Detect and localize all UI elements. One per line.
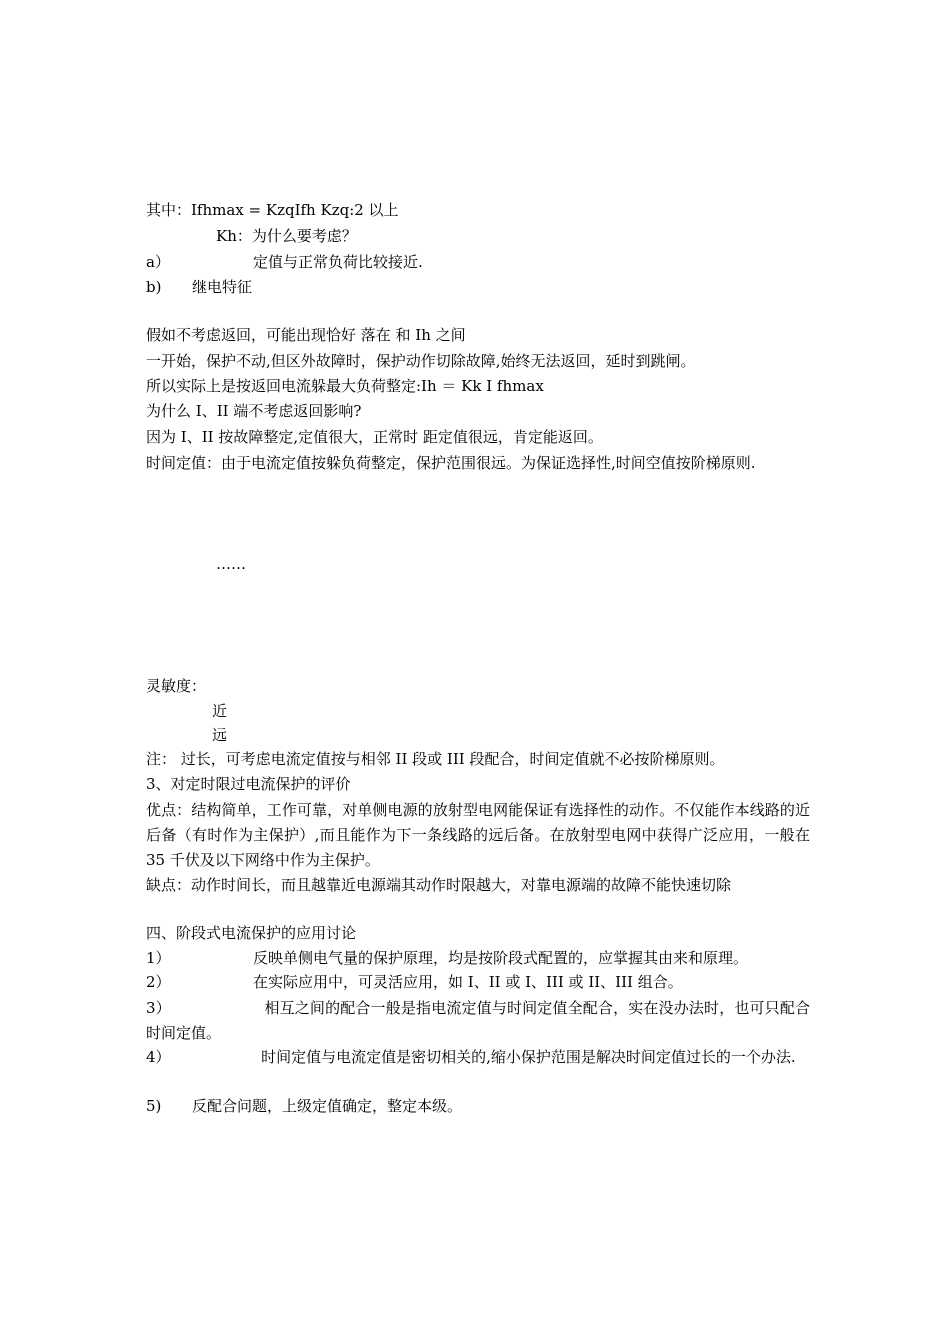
time-setting-paragraph: 时间定值：由于电流定值按躲负荷整定，保护范围很远。为保证选择性,时间空值按阶梯原则. <box>146 454 756 472</box>
item-b-text: 继电特征 <box>192 278 253 296</box>
paragraph-line: 为什么 I、II 端不考虑返回影响? <box>146 402 362 420</box>
list-2-text: 在实际应用中，可灵活应用，如 I、II 或 I、III 或 II、III 组合。 <box>253 973 683 991</box>
item-a-marker: a） <box>146 253 170 271</box>
list-3: 3） 相互之间的配合一般是指电流定值与时间定值全配合，实在没办法时，也可只配合时间定值。 <box>146 999 810 1042</box>
kh-question: Kh：为什么要考虑？ <box>216 227 357 245</box>
list-2-marker: 2） <box>146 973 171 991</box>
far-label: 远 <box>212 726 228 744</box>
list-5-text: 反配合问题，上级定值确定，整定本级。 <box>192 1097 463 1115</box>
formula-line: 其中：Ifhmax = KzqIfh Kzq:2 以上 <box>146 201 399 219</box>
item-b-marker: b) <box>146 278 162 296</box>
list-1-marker: 1） <box>146 949 171 967</box>
near-label: 近 <box>212 702 228 720</box>
section-heading: 3、对定时限过电流保护的评价 <box>146 775 351 793</box>
paragraph-line: 假如不考虑返回，可能出现恰好 落在 和 Ih 之间 <box>146 326 466 344</box>
section-heading: 四、阶段式电流保护的应用讨论 <box>146 924 357 942</box>
advantages-paragraph: 优点：结构简单，工作可靠，对单侧电源的放射型电网能保证有选择性的动作。不仅能作本线路的近后备（有时作为主保护）,而且能作为下一条线路的远后备。在放射型电网中获得广泛应用，一般在 35 千伏及以下网络中作为主保护。 <box>146 801 810 869</box>
list-5-marker: 5) <box>146 1097 162 1115</box>
disadvantages-line: 缺点：动作时间长，而且越靠近电源端其动作时限越大，对靠电源端的故障不能快速切除 <box>146 876 732 894</box>
item-a-text: 定值与正常负荷比较接近. <box>253 253 423 271</box>
list-4: 4） 时间定值与电流定值是密切相关的,缩小保护范围是解决时间定值过长的一个办法. <box>146 1048 796 1066</box>
paragraph-line: 所以实际上是按返回电流躲最大负荷整定:Ih ＝ Kk I fhmax <box>146 377 544 395</box>
ellipsis: …… <box>216 555 246 573</box>
list-1-text: 反映单侧电气量的保护原理，均是按阶段式配置的，应掌握其由来和原理。 <box>253 949 749 967</box>
paragraph-line: 因为 I、II 按故障整定,定值很大，正常时 距定值很远，肯定能返回。 <box>146 428 603 446</box>
paragraph-line: 一开始，保护不动,但区外故障时，保护动作切除故障,始终无法返回，延时到跳闸。 <box>146 352 696 370</box>
note-line: 注： 过长，可考虑电流定值按与相邻 II 段或 III 段配合，时间定值就不必按阶梯原则。 <box>146 750 725 768</box>
sensitivity-heading: 灵敏度： <box>146 677 207 695</box>
